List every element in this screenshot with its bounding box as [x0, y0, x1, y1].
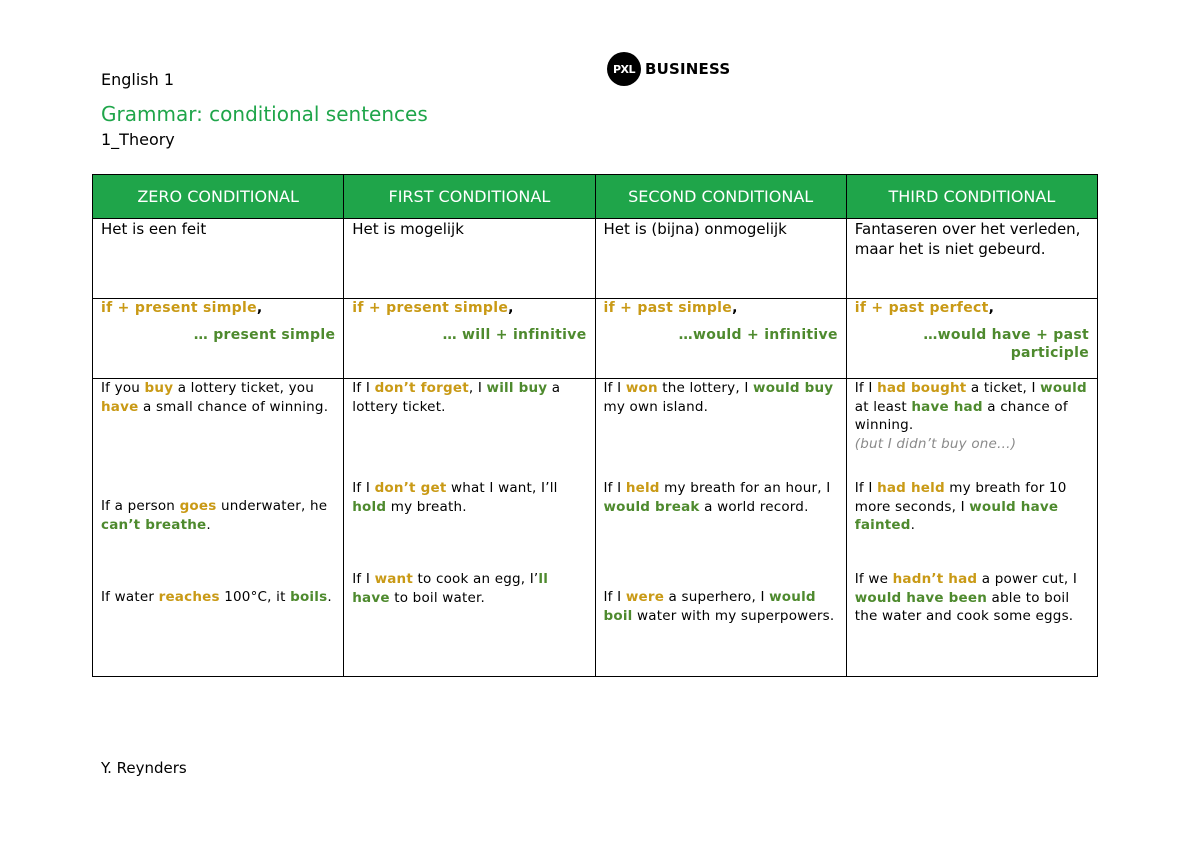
- example-sentence: If you buy a lottery ticket, you have a small chance of winning.: [101, 380, 329, 415]
- conditionals-table: [92, 174, 1098, 677]
- formula-if: if + present simple: [352, 300, 509, 316]
- examples-row: [93, 379, 1098, 677]
- description-second: Het is (bijna) onmogelijk: [595, 219, 846, 299]
- author-footer: Y. Reynders: [101, 759, 187, 777]
- formula-zero: [93, 299, 344, 379]
- formula-main-pre: …: [442, 327, 463, 343]
- examples-zero: [93, 379, 344, 677]
- formula-if: if + past perfect: [854, 300, 989, 316]
- example-sentence: If I don’t get what I want, I’ll hold my breath.: [352, 480, 558, 515]
- formula-main-pre: …: [193, 327, 214, 343]
- heading-first: FIRST CONDITIONAL: [344, 175, 595, 219]
- heading-second: SECOND CONDITIONAL: [595, 175, 846, 219]
- formula-main: will + infinitive: [462, 327, 587, 343]
- pxl-business-logo: [607, 52, 730, 86]
- description-row: [93, 219, 1098, 299]
- formula-third: [846, 299, 1097, 379]
- description-third: Fantaseren over het verleden, maar het is niet gebeurd.: [846, 219, 1097, 299]
- example-sentence: If I had bought a ticket, I would at least have had a chance of winning. (but I didn’t buy one…): [854, 380, 1087, 452]
- example-sentence: If I want to cook an egg, I’ll have to boil water.: [352, 571, 549, 606]
- example-sentence: If I were a superhero, I would boil water with my superpowers.: [603, 589, 835, 624]
- formula-if-tail: ,: [508, 300, 514, 316]
- formula-if-tail: ,: [732, 300, 738, 316]
- examples-second: [595, 379, 846, 677]
- heading-zero: ZERO CONDITIONAL: [93, 175, 344, 219]
- formula-main: present simple: [213, 327, 336, 343]
- example-sentence: If I won the lottery, I would buy my own island.: [603, 380, 834, 415]
- formula-main-pre: …: [678, 327, 693, 343]
- formula-main: would + infinitive: [692, 327, 838, 343]
- formula-second: [595, 299, 846, 379]
- example-sentence: If I had held my breath for 10 more seconds, I would have fainted.: [854, 480, 1067, 533]
- formula-if-tail: ,: [256, 300, 263, 316]
- page-title: Grammar: conditional sentences: [101, 102, 428, 126]
- formula-first: [344, 299, 595, 379]
- formula-if-tail: ,: [988, 300, 995, 316]
- logo-badge: PXL: [607, 52, 641, 86]
- description-zero: Het is een feit: [93, 219, 344, 299]
- examples-first: [344, 379, 595, 677]
- page-subtitle: 1_Theory: [101, 130, 175, 149]
- header-row: [93, 175, 1098, 219]
- example-sentence: If a person goes underwater, he can’t breathe.: [101, 498, 328, 533]
- formula-row: [93, 299, 1098, 379]
- heading-third: THIRD CONDITIONAL: [846, 175, 1097, 219]
- formula-main: would have + past participle: [937, 327, 1089, 361]
- description-first: Het is mogelijk: [344, 219, 595, 299]
- formula-main-pre: …: [923, 327, 938, 343]
- example-sentence: If we hadn’t had a power cut, I would have been able to boil the water and cook some eggs.: [854, 571, 1078, 624]
- example-sentence: If water reaches 100°C, it boils.: [101, 589, 332, 605]
- examples-third: [846, 379, 1097, 677]
- course-label: English 1: [101, 70, 175, 89]
- example-note: (but I didn’t buy one…): [854, 435, 1017, 452]
- example-sentence: If I don’t forget, I will buy a lottery ticket.: [352, 380, 561, 415]
- example-sentence: If I held my breath for an hour, I would break a world record.: [603, 480, 831, 515]
- formula-if: if + present simple: [101, 300, 257, 316]
- formula-if: if + past simple: [603, 300, 733, 316]
- logo-text: BUSINESS: [645, 60, 731, 78]
